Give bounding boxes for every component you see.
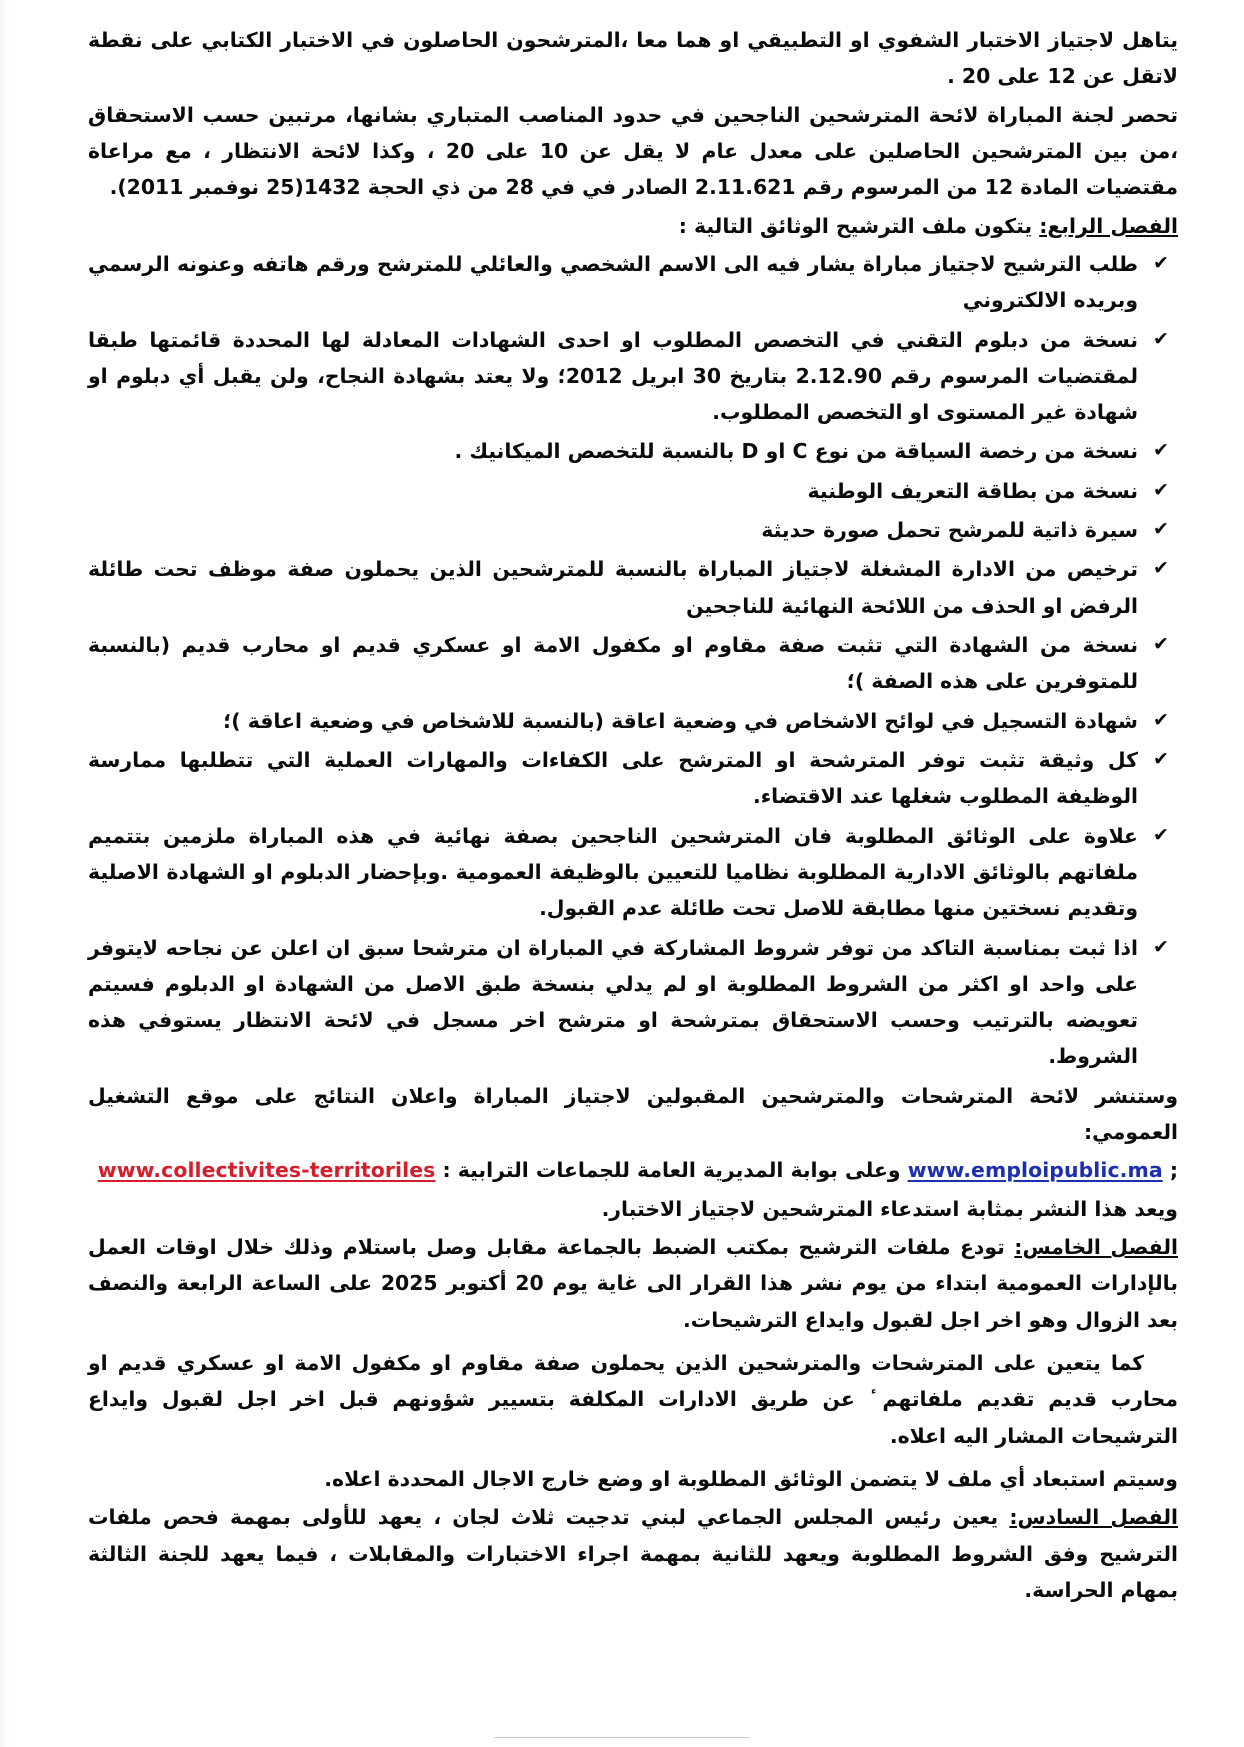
intro-paragraph-2: تحصر لجنة المباراة لائحة المترشحين الناجحين في حدود المناصب المتباري بشانها، مرتبين حسب الاستحقاق ،من بين المترشحين الحاصلين على معدل عام لا يقل عن 10 على 20 ، وكذا لائحة الانتظار ، مع مراعاة مقتضيات المادة 12 من المرسوم رقم 2.11.621 الصادر في في 28 من ذي الحجة 1432(25 نوفمبر 2011).: [88, 102, 1178, 200]
collectivites-territoriales-link[interactable]: www.collectivites-territoriles: [97, 1158, 436, 1183]
checkmark-icon: ✔: [1152, 439, 1170, 462]
list-item: [88, 551, 1178, 624]
document-body: [88, 22, 1178, 1610]
chapter-4-heading-line: [88, 208, 1178, 244]
intro-paragraph-1: يتاهل لاجتياز الاختبار الشفوي او التطبيقي او هما معا ،المترشحون الحاصلون في الاختبار الكتابي على نقطة لاتقل عن 12 على 20 .: [88, 28, 1178, 89]
checkmark-icon: ✔: [1152, 557, 1170, 580]
checkmark-icon: ✔: [1152, 633, 1170, 655]
list-item-text: سيرة ذاتية للمرشح تحمل صورة حديثة: [761, 518, 1138, 543]
semicolon-separator: ;: [1169, 1158, 1178, 1183]
list-item-text: نسخة من دبلوم التقني في التخصص المطلوب او احدى الشهادات المعادلة لها المحددة قائمتها طبقا لمقتضيات المرسوم رقم 2.12.90 بتاريخ 30 ابريل 2012؛ ولا يعتد بشهادة النجاح، ولن يقبل أي دبلوم او شهادة غير المستوى او التخصص المطلوب.: [88, 327, 1139, 425]
list-item-text: نسخة من الشهادة التي تثبت صفة مقاوم او مكفول الامة او عسكري قديم او محارب قديم (بالنسبة للمتوفرين على هذه الصفة )؛: [88, 633, 1138, 694]
page-footer-rule: [494, 1737, 750, 1747]
publication-intro-line: وستنشر لائحة المترشحات والمترشحين المقبولين لاجتياز المباراة واعلان النتائج على موقع التشغيل العمومي:: [88, 1083, 1178, 1145]
list-item: [88, 703, 1178, 739]
publication-links-line: [88, 1152, 1178, 1188]
list-item: [88, 433, 1178, 469]
checkmark-icon: ✔: [1152, 478, 1170, 501]
chapter-5-body-after-date: على الساعة الرابعة والنصف بعد الزوال وهو اخر اجل لقبول وايداع الترشيحات.: [88, 1271, 1178, 1332]
list-item: [88, 930, 1178, 1075]
chapter-5-heading: الفصل الخامس:: [1014, 1235, 1178, 1259]
checkmark-icon: ✔: [1152, 747, 1170, 770]
chapter-4-intro: يتكون ملف الترشيح الوثائق التالية :: [678, 213, 1033, 238]
list-item-text: علاوة على الوثائق المطلوبة فان المترشحين الناجحين بصفة نهائية في هذه المباراة ملزمين بتتميم ملفاتهم بالوثائق الادارية المطلوبة نظاميا للتعيين بالوظيفة العمومية .وبإحضار الدبلوم او الشهادة الاصلية وتقديم نسختين منها مطابقة للاصل تحت طائلة عدم القبول.: [88, 823, 1138, 921]
list-item: [88, 818, 1178, 927]
checkmark-icon: ✔: [1152, 518, 1170, 541]
checkmark-icon: ✔: [1152, 935, 1170, 958]
between-links-text: وعلى بوابة المديرية العامة للجماعات الترابية :: [442, 1158, 901, 1183]
chapter-6-body: يعين رئيس المجلس الجماعي لبني تدجيت ثلاث لجان ، يعهد للأولى بمهمة فحص ملفات الترشيح وفق الشروط المطلوبة ويعهد للثانية بمهمة اجراء الاختبارات والمقابلات ، فيما يعهد للجنة الثالثة بمهام الحراسة.: [88, 1505, 1178, 1602]
list-item: [88, 246, 1178, 319]
list-item-text: نسخة من رخصة السياقة من نوع C او D بالنسبة للتخصص الميكانيك .: [454, 439, 1138, 464]
emploipublic-link[interactable]: www.emploipublic.ma: [907, 1158, 1163, 1183]
submission-deadline-date: 20 أكتوبر 2025: [380, 1271, 544, 1296]
list-item-text: شهادة التسجيل في لوائح الاشخاص في وضعية اعاقة (بالنسبة للاشخاص في وضعية اعاقة )؛: [223, 708, 1138, 733]
list-item-text: طلب الترشيح لاجتياز مباراة يشار فيه الى الاسم الشخصي والعائلي للمترشح ورقم هاتفه وعنونه الرسمي وبريده الالكتروني: [88, 251, 1138, 313]
chapter-5-paragraph-3: وسيتم استبعاد أي ملف لا يتضمن الوثائق المطلوبة او وضع خارج الاجال المحددة اعلاه.: [324, 1466, 1178, 1491]
checkmark-icon: ✔: [1152, 251, 1170, 274]
chapter-6-heading: الفصل السادس:: [1009, 1505, 1178, 1530]
list-item-text: اذا ثبت بمناسبة التاكد من توفر شروط المشاركة في المباراة ان مترشحا سبق ان اعلن عن نجاحه لايتوفر على واحد او اكثر من الشروط المطلوبة او لم يدلي بنسخة طبق الاصل من الشهادة او الدبلوم فسيتم تعويضه بالترتيب وحسب الاستحقاق بمترشحة او مترشح اخر مسجل في لائحة الانتظار يستوفي هذه الشروط.: [88, 935, 1138, 1069]
list-item: [88, 512, 1178, 548]
list-item: [88, 627, 1178, 700]
checkmark-icon: ✔: [1152, 823, 1170, 846]
list-item-text: ترخيص من الادارة المشغلة لاجتياز المباراة بالنسبة للمترشحين الذين يحملون صفة موظف تحت طائلة الرفض او الحذف من اللائحة النهائية للناجحين: [88, 557, 1138, 618]
scan-edge-shadow: [0, 0, 10, 1747]
chapter-6-paragraph: [88, 1499, 1178, 1608]
list-item-text: نسخة من بطاقة التعريف الوطنية: [807, 478, 1138, 503]
list-item: [88, 322, 1178, 431]
list-item-text: كل وثيقة تثبت توفر المترشحة او المترشح على الكفاءات والمهارات العملية التي تتطلبها ممارسة الوظيفة المطلوب شغلها عند الاقتضاء.: [88, 747, 1138, 809]
chapter-4-heading: الفصل الرابع:: [1039, 213, 1178, 238]
chapter-5-paragraph-2: كما يتعين على المترشحات والمترشحين الذين يحملون صفة مقاوم او مكفول الامة او عسكري قديم او محارب قديم تقديم ملفاتهم ٔ عن طريق الادارات المكلفة بتسيير شؤونهم قبل اخر اجل لقبول وايداع الترشيحات المشار اليه اعلاه.: [88, 1350, 1178, 1448]
required-documents-list: [88, 246, 1178, 1075]
publication-closing-line: ويعد هذا النشر بمثابة استدعاء المترشحين لاجتياز الاختبار.: [601, 1196, 1178, 1221]
chapter-5-paragraph: [88, 1229, 1178, 1338]
checkmark-icon: ✔: [1152, 708, 1170, 731]
list-item: [88, 742, 1178, 815]
list-item: [88, 473, 1178, 509]
chapter-5-body-before-date: تودع ملفات الترشيح بمكتب الضبط بالجماعة مقابل وصل باستلام وذلك خلال اوقات العمل بالإدارات العمومية ابتداء من يوم نشر هذا القرار الى غاية يوم: [88, 1235, 1178, 1296]
checkmark-icon: ✔: [1152, 327, 1170, 350]
